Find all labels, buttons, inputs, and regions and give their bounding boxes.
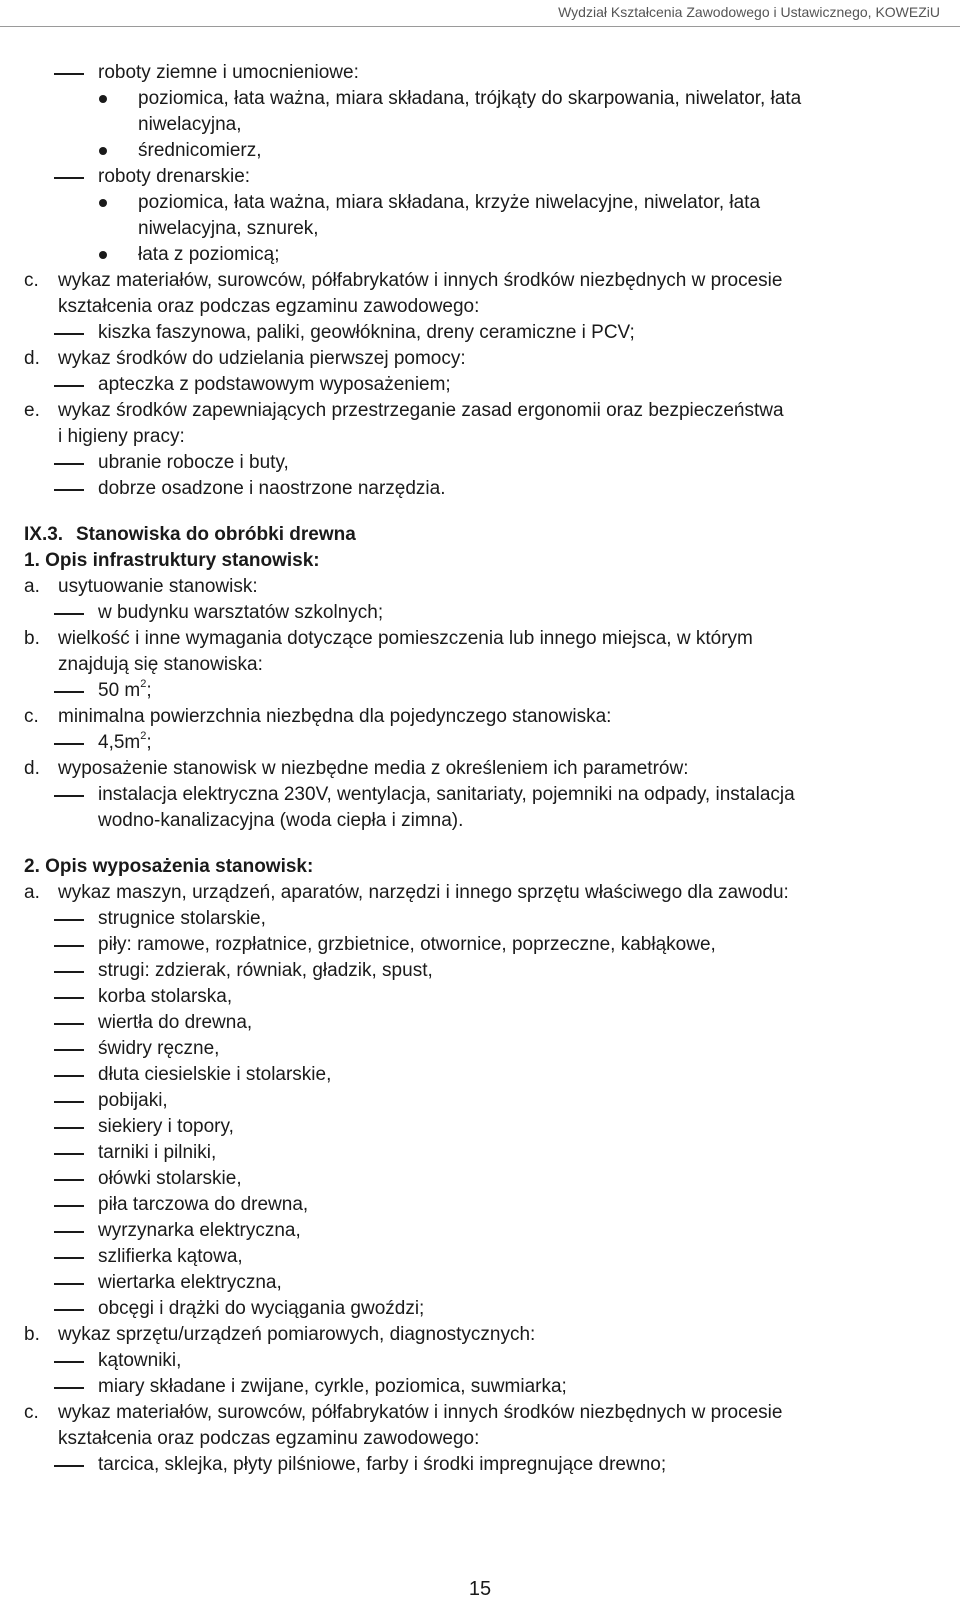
subsection-title: 2. Opis wyposażenia stanowisk: (24, 856, 314, 877)
dash-list-item (24, 1296, 944, 1322)
lettered-item-continuation (24, 652, 944, 678)
item-text: wykaz materiałów, surowców, półfabrykatów i innych środków niezbędnych w procesie (58, 1402, 783, 1423)
item-text: kształcenia oraz podczas egzaminu zawodowego: (58, 296, 480, 317)
list-item-text: średnicomierz, (138, 140, 262, 161)
list-item-text: 50 m (98, 680, 141, 701)
dash-list-item (24, 984, 944, 1010)
item-marker: a. (24, 576, 40, 597)
lettered-item (24, 756, 944, 782)
dash-list-item (24, 1192, 944, 1218)
item-marker: c. (24, 270, 39, 291)
dash-list-item (24, 932, 944, 958)
lettered-item (24, 346, 944, 372)
dash-list-item (24, 1244, 944, 1270)
section-title: Stanowiska do obróbki drewna (76, 524, 356, 545)
list-item-text: tarcica, sklejka, płyty pilśniowe, farby i środki impregnujące drewno; (98, 1454, 667, 1475)
item-marker: c. (24, 1402, 39, 1423)
item-marker: e. (24, 400, 40, 421)
list-item-text: wodno-kanalizacyjna (woda ciepła i zimna). (98, 810, 464, 831)
list-item-text: apteczka z podstawowym wyposażeniem; (98, 374, 451, 395)
dash-list-item (24, 1218, 944, 1244)
spacer (24, 502, 944, 522)
lettered-item (24, 626, 944, 652)
list-item-text: szlifierka kątowa, (98, 1246, 243, 1267)
dash-list-item (24, 450, 944, 476)
list-item-text: poziomica, łata ważna, miara składana, trójkąty do skarpowania, niwelator, łata (138, 88, 802, 109)
dash-list-item (24, 782, 944, 808)
item-marker: b. (24, 628, 40, 649)
list-item-text: roboty ziemne i umocnieniowe: (98, 62, 359, 83)
bullet-list-item (24, 138, 944, 164)
dash-list-item (24, 320, 944, 346)
list-item-text: dłuta ciesielskie i stolarskie, (98, 1064, 332, 1085)
list-item-text: poziomica, łata ważna, miara składana, krzyże niwelacyjne, niwelator, łata (138, 192, 761, 213)
header-title: Wydział Kształcenia Zawodowego i Ustawicznego, KOWEZiU (558, 4, 940, 20)
superscript: 2 (140, 677, 147, 690)
list-item-text: ołówki stolarskie, (98, 1168, 242, 1189)
bullet-list-item (24, 242, 944, 268)
bullet-list-item (24, 86, 944, 112)
item-text: wykaz środków do udzielania pierwszej pomocy: (58, 348, 466, 369)
item-text: wykaz materiałów, surowców, półfabrykatów i innych środków niezbędnych w procesie (58, 270, 783, 291)
list-item-text: roboty drenarskie: (98, 166, 251, 187)
section-number: IX.3. (24, 524, 64, 545)
dash-list-item (24, 1270, 944, 1296)
list-item-text: niwelacyjna, (138, 114, 242, 135)
page-number: 15 (468, 1578, 492, 1600)
dash-list-item (24, 1374, 944, 1400)
dash-list-item-continuation (24, 808, 944, 834)
dash-list-item (24, 1166, 944, 1192)
list-item-text: pobijaki, (98, 1090, 168, 1111)
lettered-item-continuation (24, 294, 944, 320)
dash-list-item (24, 60, 944, 86)
lettered-item (24, 704, 944, 730)
item-text: usytuowanie stanowisk: (58, 576, 258, 597)
dash-list-item (24, 1010, 944, 1036)
dash-list-item (24, 1062, 944, 1088)
list-item-text: obcęgi i drążki do wyciągania gwoździ; (98, 1298, 425, 1319)
list-item-suffix: ; (146, 732, 152, 753)
list-item-text: miary składane i zwijane, cyrkle, poziomica, suwmiarka; (98, 1376, 567, 1397)
dash-list-item (24, 600, 944, 626)
spacer (24, 834, 944, 854)
dash-list-item (24, 1088, 944, 1114)
list-item-text: korba stolarska, (98, 986, 233, 1007)
item-marker: d. (24, 758, 40, 779)
list-item-text: strugnice stolarskie, (98, 908, 266, 929)
list-item-text: piły: ramowe, rozpłatnice, grzbietnice, otwornice, poprzeczne, kabłąkowe, (98, 934, 716, 955)
list-item-text: wiertarka elektryczna, (98, 1272, 282, 1293)
dash-list-item (24, 1348, 944, 1374)
dash-list-item (24, 730, 944, 756)
bullet-list-item-continuation (24, 216, 944, 242)
list-item-text: instalacja elektryczna 230V, wentylacja, sanitariaty, pojemniki na odpady, instalacja (98, 784, 795, 805)
subsection-heading (24, 548, 944, 574)
item-text: wyposażenie stanowisk w niezbędne media z określeniem ich parametrów: (58, 758, 689, 779)
lettered-item (24, 268, 944, 294)
document-body (24, 60, 944, 1478)
item-marker: b. (24, 1324, 40, 1345)
lettered-item (24, 880, 944, 906)
item-marker: a. (24, 882, 40, 903)
list-item-text: 4,5m (98, 732, 141, 753)
bullet-list-item-continuation (24, 112, 944, 138)
list-item-text: wiertła do drewna, (98, 1012, 253, 1033)
bullet-list-item (24, 190, 944, 216)
superscript: 2 (140, 729, 147, 742)
section-heading (24, 522, 944, 548)
lettered-item (24, 1400, 944, 1426)
item-marker: c. (24, 706, 39, 727)
list-item-text: tarniki i pilniki, (98, 1142, 217, 1163)
page-header (0, 0, 960, 27)
dash-list-item (24, 1140, 944, 1166)
list-item-text: dobrze osadzone i naostrzone narzędzia. (98, 478, 446, 499)
item-text: wykaz środków zapewniających przestrzeganie zasad ergonomii oraz bezpieczeństwa (58, 400, 784, 421)
item-text: wykaz sprzętu/urządzeń pomiarowych, diagnostycznych: (58, 1324, 536, 1345)
lettered-item-continuation (24, 1426, 944, 1452)
list-item-text: niwelacyjna, sznurek, (138, 218, 319, 239)
item-text: kształcenia oraz podczas egzaminu zawodowego: (58, 1428, 480, 1449)
lettered-item-continuation (24, 424, 944, 450)
dash-list-item (24, 372, 944, 398)
dash-list-item (24, 678, 944, 704)
subsection-heading (24, 854, 944, 880)
dash-list-item (24, 164, 944, 190)
list-item-text: w budynku warsztatów szkolnych; (98, 602, 384, 623)
list-item-text: ubranie robocze i buty, (98, 452, 289, 473)
list-item-text: wyrzynarka elektryczna, (98, 1220, 301, 1241)
subsection-title: 1. Opis infrastruktury stanowisk: (24, 550, 320, 571)
item-text: wykaz maszyn, urządzeń, aparatów, narzędzi i innego sprzętu właściwego dla zawodu: (58, 882, 789, 903)
dash-list-item (24, 958, 944, 984)
list-item-text: świdry ręczne, (98, 1038, 220, 1059)
item-text: wielkość i inne wymagania dotyczące pomieszczenia lub innego miejsca, w którym (58, 628, 753, 649)
dash-list-item (24, 1036, 944, 1062)
lettered-item (24, 398, 944, 424)
dash-list-item (24, 906, 944, 932)
list-item-text: strugi: zdzierak, równiak, gładzik, spust, (98, 960, 433, 981)
dash-list-item (24, 476, 944, 502)
list-item-text: łata z poziomicą; (138, 244, 280, 265)
list-item-suffix: ; (146, 680, 152, 701)
lettered-item (24, 1322, 944, 1348)
item-text: znajdują się stanowiska: (58, 654, 263, 675)
dash-list-item (24, 1114, 944, 1140)
item-text: i higieny pracy: (58, 426, 185, 447)
item-marker: d. (24, 348, 40, 369)
lettered-item (24, 574, 944, 600)
item-text: minimalna powierzchnia niezbędna dla pojedynczego stanowiska: (58, 706, 612, 727)
list-item-text: kątowniki, (98, 1350, 182, 1371)
dash-list-item (24, 1452, 944, 1478)
list-item-text: siekiery i topory, (98, 1116, 234, 1137)
list-item-text: kiszka faszynowa, paliki, geowłóknina, dreny ceramiczne i PCV; (98, 322, 635, 343)
list-item-text: piła tarczowa do drewna, (98, 1194, 309, 1215)
